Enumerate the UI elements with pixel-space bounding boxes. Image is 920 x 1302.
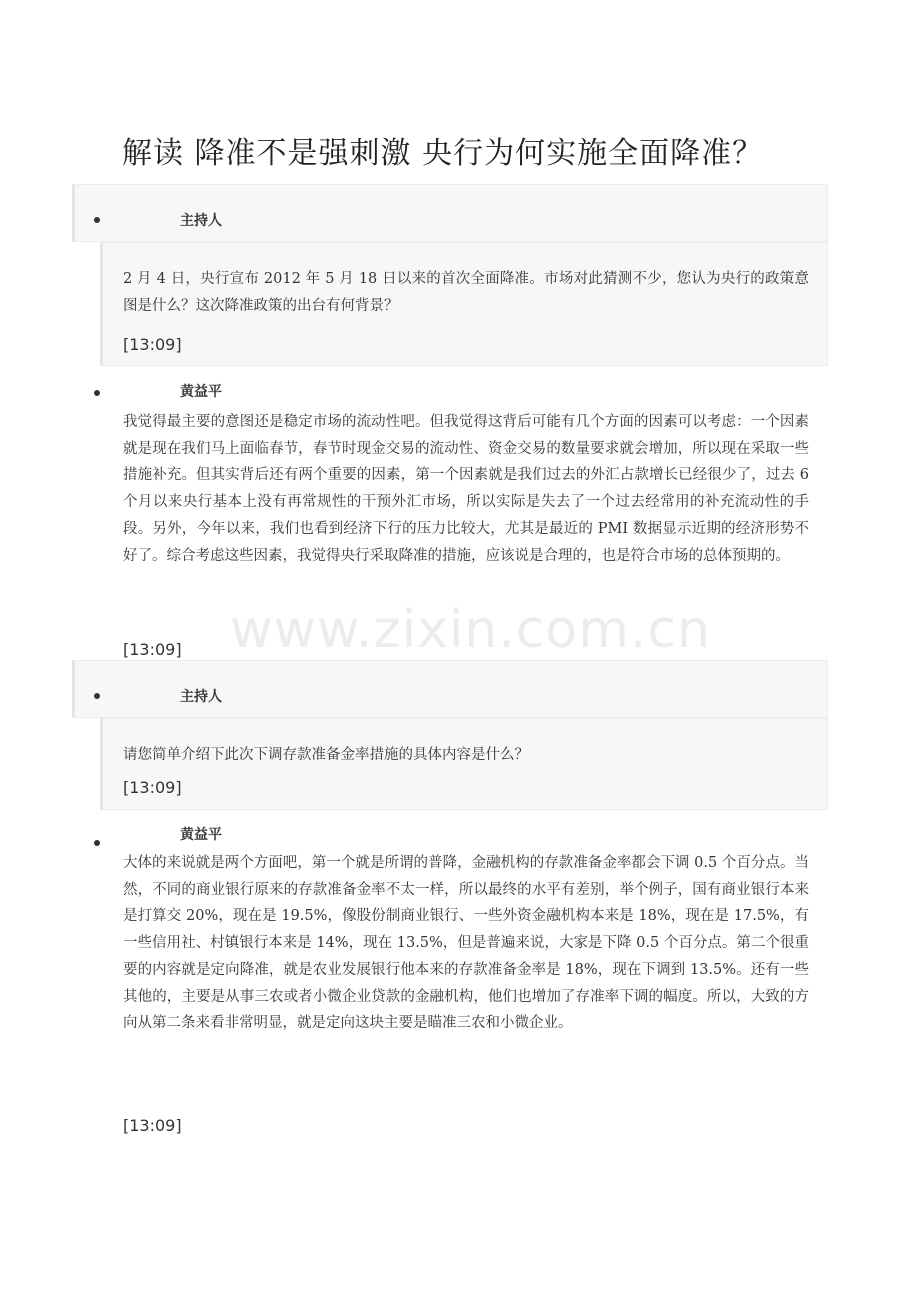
bullet-icon xyxy=(94,217,100,223)
question-text: 请您简单介绍下此次下调存款准备金率措施的具体内容是什么？ xyxy=(123,747,529,763)
page-title: 解读 降准不是强刺激 央行为何实施全面降准？ xyxy=(122,136,764,171)
timestamp: [13:09] xyxy=(123,778,182,797)
timestamp: [13:09] xyxy=(123,1116,182,1135)
speaker-name: 主持人 xyxy=(180,689,222,705)
speaker-name: 黄益平 xyxy=(180,827,222,843)
bullet-icon xyxy=(94,693,100,699)
timestamp: [13:09] xyxy=(123,335,182,354)
answer-text: 大体的来说就是两个方面吧，第一个就是所谓的普降，金融机构的存款准备金率都会下调 0.5 个百分点。当然，不同的商业银行原来的存款准备金率不太一样，所以最终的水平有差别，举个例子，国有商业银行本来是打算交 20%，现在是 19.5%，像股份制商业银行、一些外资金融机构本来是 18%，现在是 17.5%，有一些信用社、村镇银行本来是 14%，现在 13.5%，但是普遍来说，大家是下降 0.5 个百分点。第二个很重要的内容就是定向降准，就是农业发展银行他本来的存款准备金率是 18%，现在下调到 13.5%。还有一些其他的，主要是从事三农或者小微企业贷款的金融机构，他们也增加了存准率下调的幅度。所以，大致的方向从第二条来看非常明显，就是定向这块主要是瞄准三农和小微企业。 xyxy=(123,855,809,1032)
question-text: 2 月 4 日，央行宣布 2012 年 5 月 18 日以来的首次全面降准。市场对此猜测不少，您认为央行的政策意图是什么？这次降准政策的出台有何背景？ xyxy=(123,271,809,314)
speaker-name: 主持人 xyxy=(180,213,222,229)
watermark: www.zixin.com.cn xyxy=(230,600,711,660)
answer-text: 我觉得最主要的意图还是稳定市场的流动性吧。但我觉得这背后可能有几个方面的因素可以考虑：一个因素就是现在我们马上面临春节，春节时现金交易的流动性、资金交易的数量要求就会增加，所以现在采取一些措施补充。但其实背后还有两个重要的因素，第一个因素就是我们过去的外汇占款增长已经很少了，过去 6 个月以来央行基本上没有再常规性的干预外汇市场，所以实际是失去了一个过去经常用的补充流动性的手段。另外，今年以来，我们也看到经济下行的压力比较大，尤其是最近的 PMI 数据显示近期的经济形势不好了。综合考虑这些因素，我觉得央行采取降准的措施，应该说是合理的，也是符合市场的总体预期的。 xyxy=(123,414,809,564)
timestamp: [13:09] xyxy=(123,640,182,659)
bullet-icon xyxy=(94,390,100,396)
bullet-icon xyxy=(94,840,100,846)
speaker-name: 黄益平 xyxy=(180,384,222,400)
